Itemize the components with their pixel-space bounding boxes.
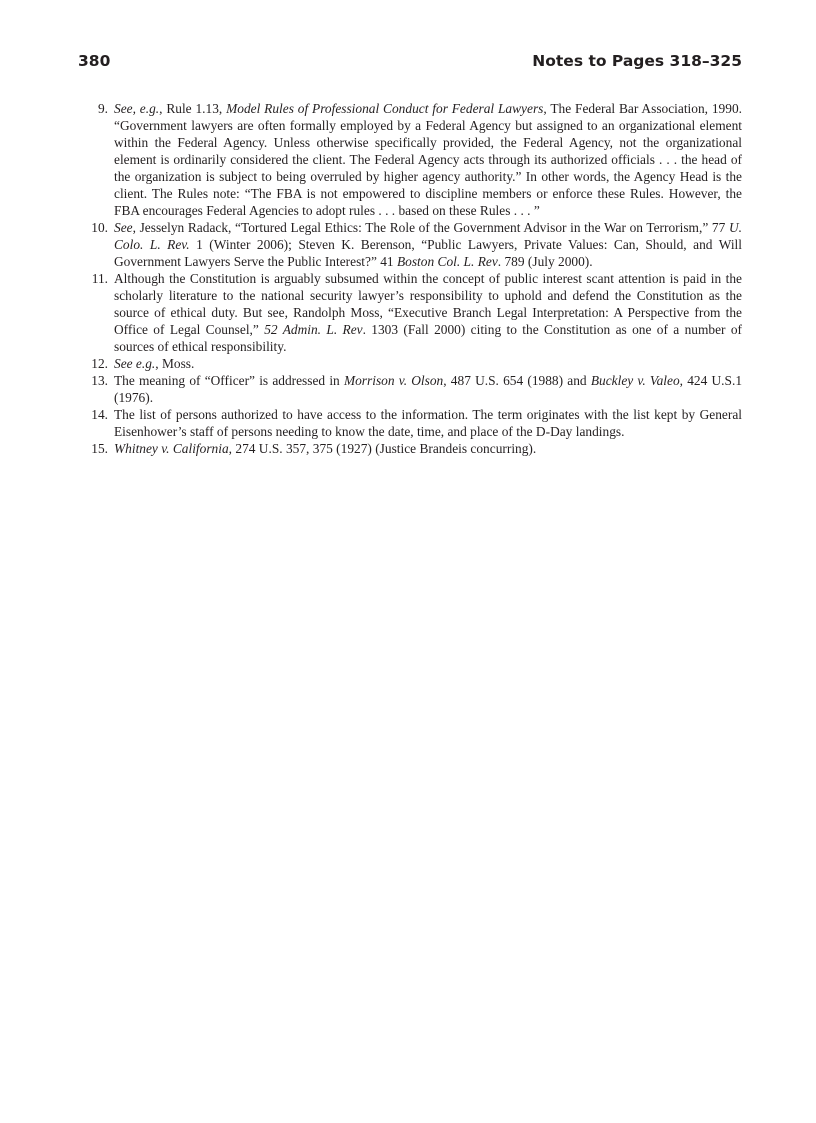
note-text-segment: , 487 U.S. 654 (1988) and — [443, 373, 591, 388]
endnote-item — [78, 100, 742, 219]
note-text-segment: . 1303 (Fall 2000) citing to the Constitution as one of a number of sources of ethical responsibility. — [114, 322, 742, 354]
note-text-segment: , Rule 1.13, — [159, 101, 227, 116]
note-text-segment: , 424 U.S.1 (1976). — [114, 373, 743, 405]
endnote-item — [78, 355, 742, 372]
endnotes-list — [78, 100, 742, 457]
endnote-number: 11. — [91, 271, 108, 286]
page-header — [78, 52, 742, 76]
endnote-item — [78, 406, 742, 440]
endnote-item — [78, 219, 742, 270]
note-text-segment: , Jesselyn Radack, “Tortured Legal Ethics: The Role of the Government Advisor in the War on Terrorism,” 77 — [132, 220, 729, 235]
page-number: 380 — [78, 52, 111, 70]
endnote-item — [78, 372, 742, 406]
note-text-segment: . 789 (July 2000). — [497, 254, 593, 269]
citation-italic-text: 52 Admin. L. Rev — [264, 322, 363, 337]
note-text-segment: Although the Constitution is arguably subsumed within the concept of public interest scant attention is paid in the scholarly literature to the national security lawyer’s responsibility to uphold and defend the Constitution as the source of ethical duty. But see, Randolph Moss, “Executive Branch Legal Interpretation: A Perspective from the Office of Legal Counsel,” — [114, 271, 742, 337]
note-text-segment: The meaning of “Officer” is addressed in — [114, 373, 344, 388]
citation-italic-text: Model Rules of Professional Conduct for Federal Lawyers — [226, 101, 544, 116]
endnote-text — [114, 373, 742, 405]
endnote-number: 14. — [91, 407, 108, 422]
citation-italic-text: See — [114, 220, 133, 235]
citation-italic-text: See, e.g. — [114, 101, 160, 116]
endnote-item — [78, 270, 742, 355]
citation-italic-text: See e.g. — [114, 356, 156, 371]
endnote-text — [114, 271, 742, 354]
endnote-number: 15. — [91, 441, 108, 456]
endnote-number: 12. — [91, 356, 108, 371]
note-text-segment: , The Federal Bar Association, 1990. “Government lawyers are often formally employed by a Federal Agency but assigned to an organizational element within the Federal Agency. Unless otherwise specifically provided, the Federal Agency, not the organizational element is ordinarily considered the client. The Federal Agency acts through its authorized officials . . . the head of the organization is subject to being overruled by higher agency authority.” In other words, the Agency Head is the client. The Rules note: “The FBA is not empowered to discipline members or enforce these Rules. However, the FBA encourages Federal Agencies to adopt rules . . . based on these Rules . . . ” — [114, 101, 742, 218]
endnote-number: 10. — [91, 220, 108, 235]
endnote-text — [114, 356, 194, 371]
citation-italic-text: Buckley v. Valeo — [590, 373, 680, 388]
note-text-segment: , 274 U.S. 357, 375 (1927) (Justice Brandeis concurring). — [228, 441, 537, 456]
citation-italic-text: Boston Col. L. Rev — [396, 254, 498, 269]
citation-italic-text: Whitney v. California — [114, 441, 229, 456]
citation-italic-text: U. Colo. L. Rev. — [114, 220, 742, 252]
endnote-number: 9. — [97, 101, 108, 116]
endnote-number: 13. — [91, 373, 108, 388]
endnote-item — [78, 440, 742, 457]
endnote-text — [114, 441, 536, 456]
note-text-segment: , Moss. — [155, 356, 195, 371]
endnote-text — [114, 220, 742, 269]
note-text-segment: The list of persons authorized to have access to the information. The term originates with the list kept by General Eisenhower’s staff of persons needing to know the date, time, and place of the D-Day landings. — [114, 407, 742, 439]
citation-italic-text: Morrison v. Olson — [343, 373, 444, 388]
running-head: Notes to Pages 318–325 — [532, 52, 742, 70]
endnote-text — [114, 407, 742, 439]
endnote-text — [114, 101, 742, 218]
note-text-segment: 1 (Winter 2006); Steven K. Berenson, “Public Lawyers, Private Values: Can, Should, and Will Government Lawyers Serve the Public Interest?” 41 — [114, 237, 742, 269]
